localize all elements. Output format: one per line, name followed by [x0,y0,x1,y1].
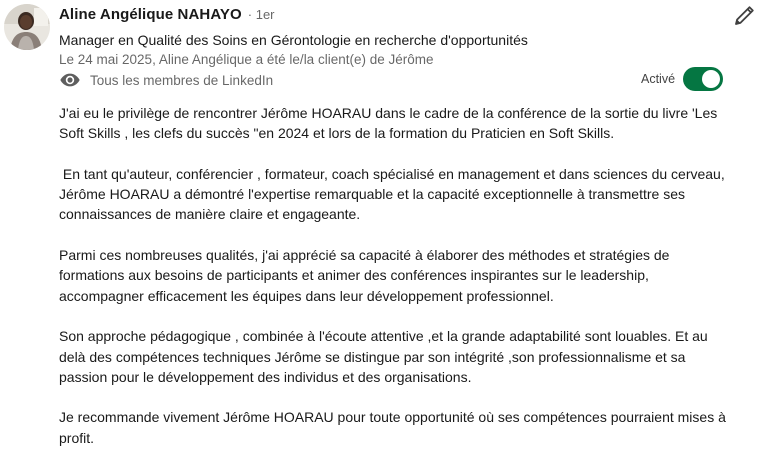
avatar-photo [4,4,50,50]
recommendation-text [59,103,729,468]
recommendation-paragraph: En tant qu'auteur, conférencier , formateur, coach spécialisé en management et dans sciences du cerveau, Jérôme HOARAU a démontré l'expertise remarquable et la capacité exceptionnelle à transmettre ses connaissances de manière claire et engageante. [59,165,729,223]
author-headline: Manager en Qualité des Soins en Gérontologie en recherche d'opportunités [59,32,528,48]
recommendation-paragraph: Je recommande vivement Jérôme HOARAU pour toute opportunité où ses compétences pourraient mises à profit. [59,409,726,446]
visibility-setting [59,68,273,92]
visibility-toggle[interactable] [683,67,723,91]
toggle-label: Activé [641,72,676,86]
connection-degree: · 1er [247,7,275,22]
eye-icon [59,69,81,91]
name-row [59,6,719,28]
pencil-icon [732,4,756,28]
recommendation-paragraph: Son approche pédagogique , combinée à l'écoute attentive ,et la grande adaptabilité sont louables. Et au delà des compétences techniques Jérôme se distingue par son intégrité ,son professionnalisme et sa passion pour le développement des individus et des organisations. [59,328,708,385]
recommendation-header [59,6,719,69]
author-name[interactable]: Aline Angélique NAHAYO [59,6,242,23]
recommendation-date-relationship: Le 24 mai 2025, Aline Angélique a été le/la client(e) de Jérôme [59,52,434,67]
visibility-toggle-group [641,67,723,91]
toggle-knob [702,70,720,88]
recommendation-paragraph: J'ai eu le privilège de rencontrer Jérôme HOARAU dans le cadre de la conférence de la sortie du livre 'Les Soft Skills , les clefs du succès "en 2024 et lors de la formation du Praticien en Soft Skills. [59,105,718,142]
recommendation-paragraph: Parmi ces nombreuses qualités, j'ai apprécié sa capacité à élaborer des méthodes et stratégies de formations aux besoins de participants et animer des conférences inspirantes sur le leadership, accompagner efficacement les équipes dans leur développement professionnel. [59,247,670,304]
visibility-label: Tous les membres de LinkedIn [90,72,274,88]
edit-button[interactable] [732,4,756,28]
avatar[interactable] [4,4,50,50]
